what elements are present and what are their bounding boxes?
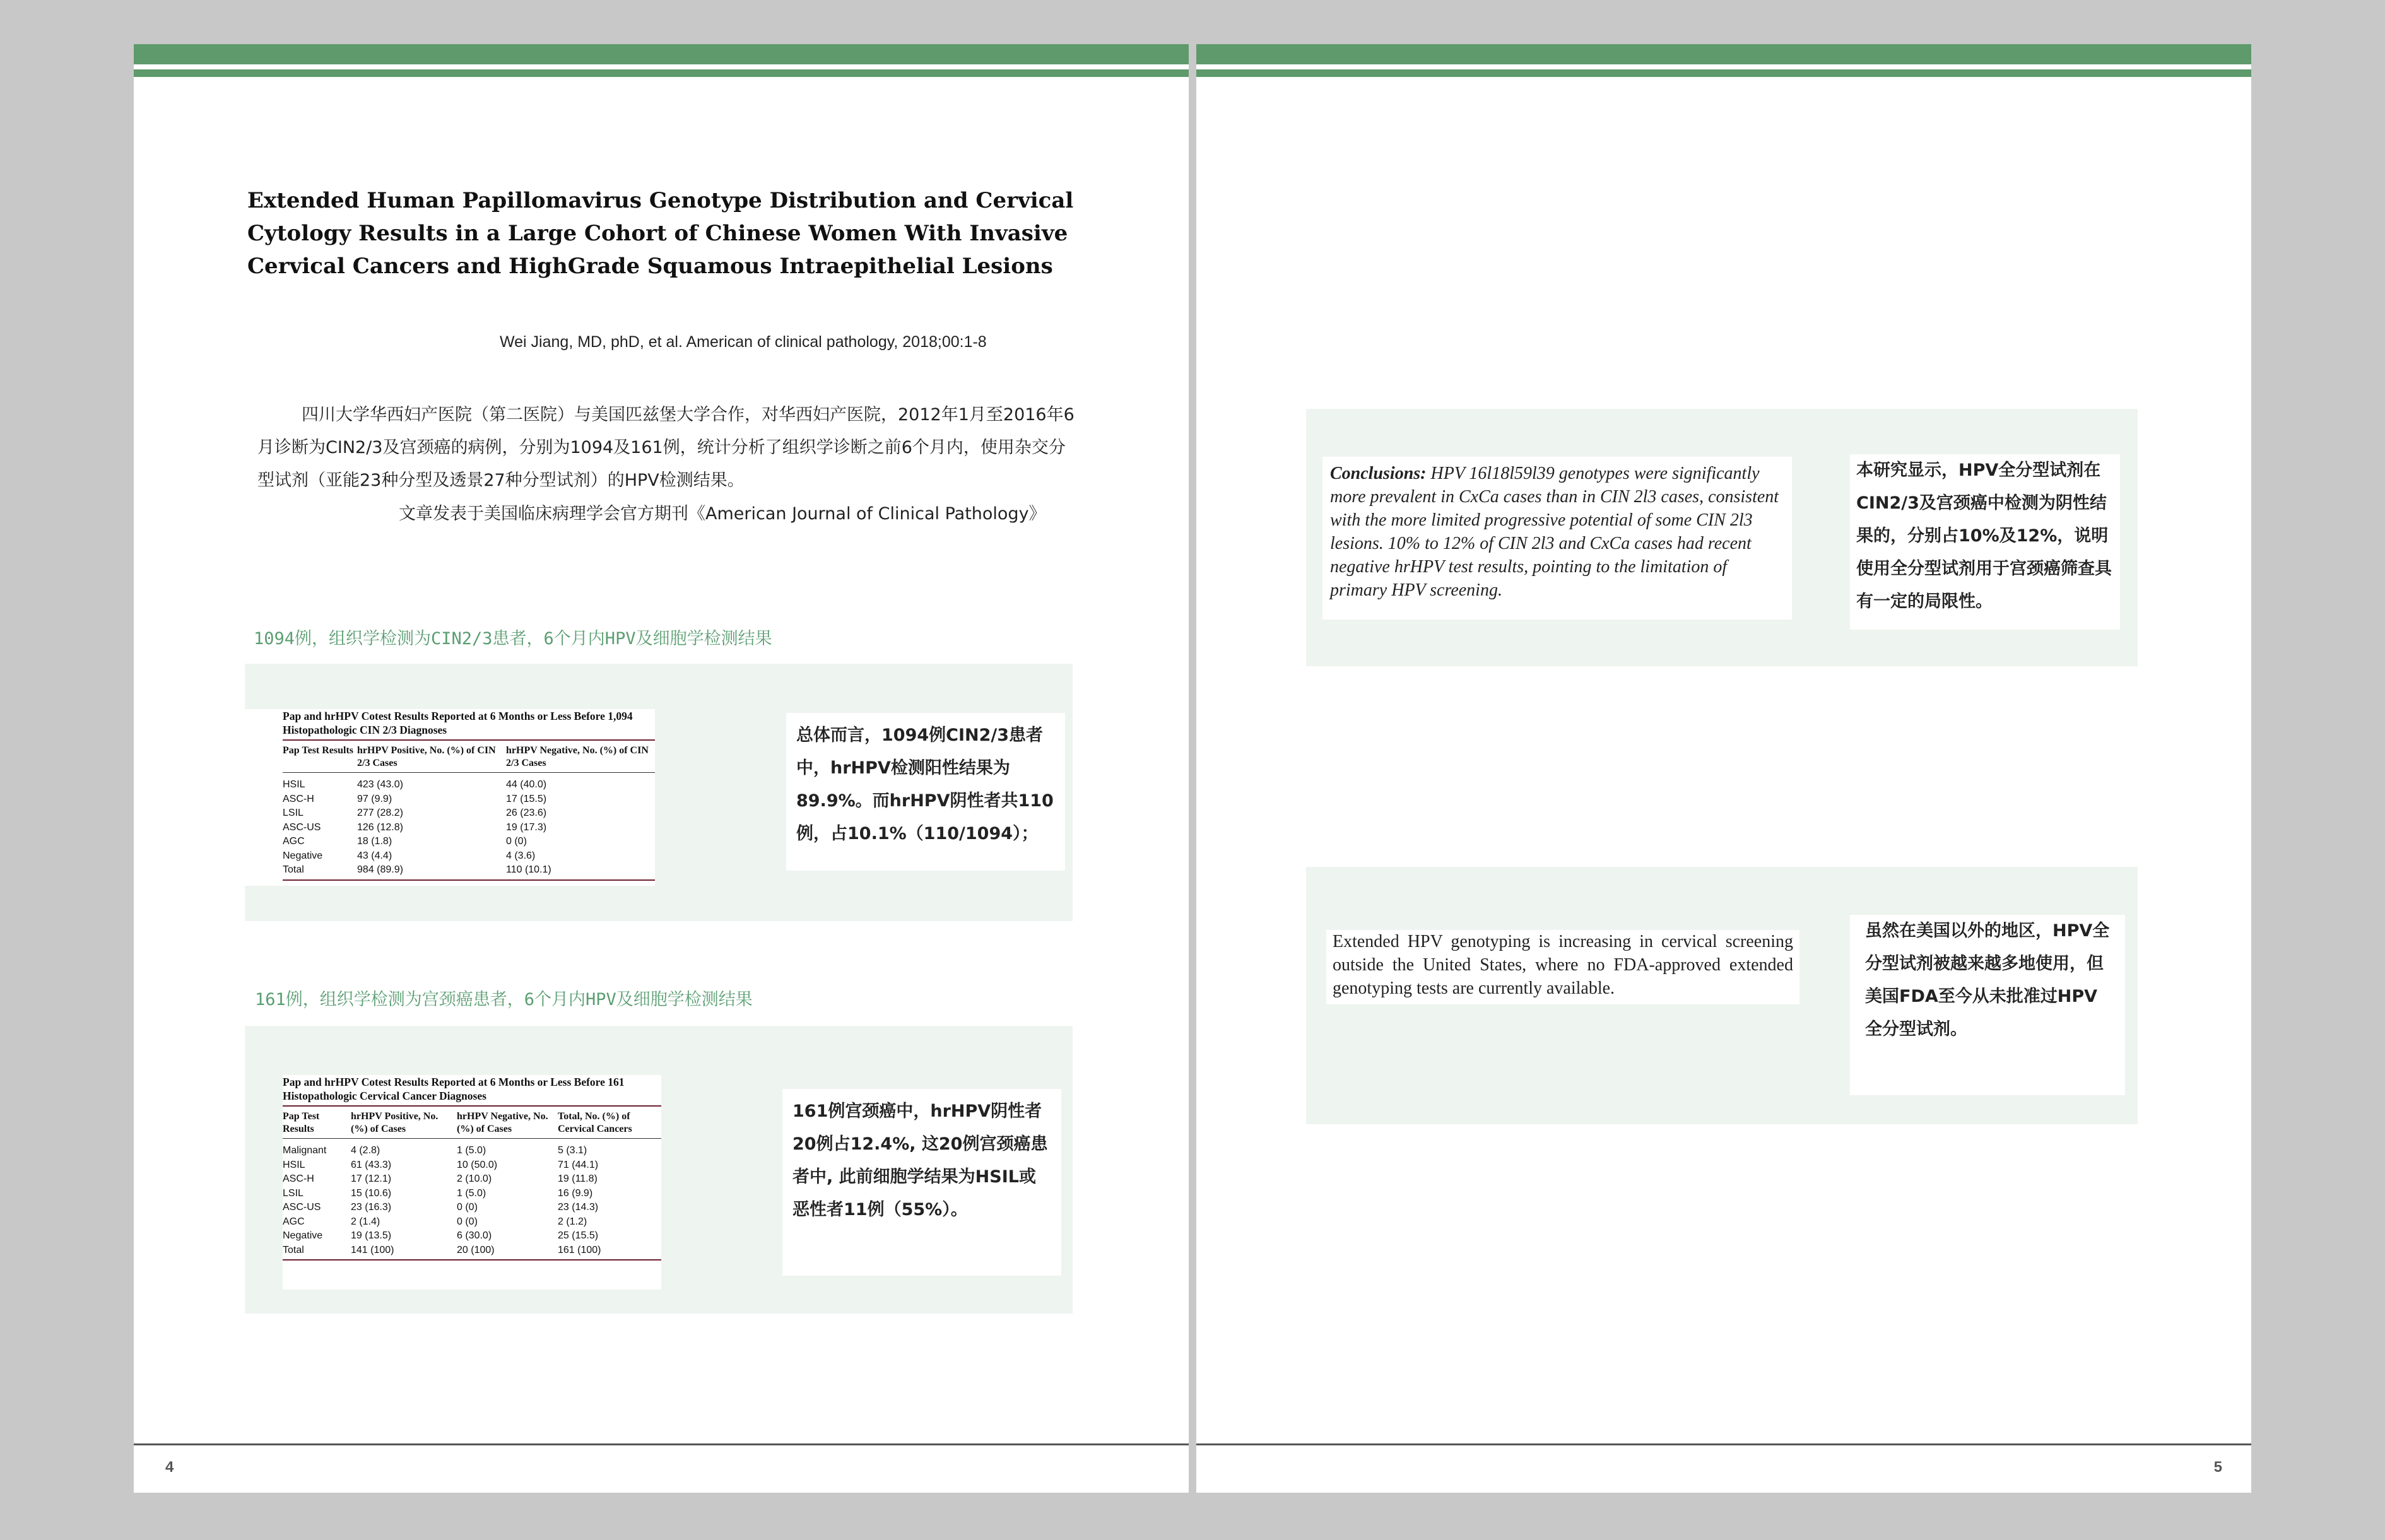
table-header-cell: Pap Test Results: [283, 741, 357, 773]
table-cin23: [245, 709, 655, 886]
table-cxca: [283, 1075, 661, 1290]
table-cell: LSIL: [283, 808, 303, 818]
conclusions-panel: [1306, 409, 2138, 666]
table-cell: 71 (44.1): [558, 1159, 599, 1170]
table-header-cell: hrHPV Negative, No. (%) of Cases: [457, 1107, 558, 1139]
table-row: [283, 1229, 661, 1243]
table-cell: 15 (10.6): [351, 1187, 392, 1199]
table-row: [283, 1139, 661, 1158]
table-cell: 19 (11.8): [558, 1173, 598, 1184]
table-row: [283, 806, 655, 821]
table-row: [283, 835, 655, 849]
section2-panel: [245, 1026, 1073, 1314]
table-row: [283, 821, 655, 835]
journal-note: 文章发表于美国临床病理学会官方期刊《American Journal of Clinical Pathology》: [399, 504, 1046, 524]
table-cell: 4 (3.6): [506, 850, 536, 861]
table-cell: 19 (17.3): [506, 821, 547, 833]
table-cell: AGC: [283, 1216, 305, 1227]
table-cell: 17 (15.5): [506, 793, 547, 804]
table-cell: 126 (12.8): [357, 821, 403, 833]
footer-rule: [1196, 1443, 2251, 1445]
table-cell: ASC-US: [283, 1202, 321, 1213]
table-cell: AGC: [283, 836, 305, 847]
table-header-cell: Pap Test Results: [283, 1107, 351, 1139]
table-cell: 277 (28.2): [357, 808, 403, 818]
left-page: [134, 44, 1189, 1493]
table-cell: 1 (5.0): [457, 1145, 486, 1156]
table-cell: 6 (30.0): [457, 1230, 492, 1241]
table-cell: HSIL: [283, 1159, 305, 1170]
table-cell: 984 (89.9): [357, 863, 506, 880]
table-cell: 2 (1.2): [558, 1216, 587, 1227]
table-row: [283, 1187, 661, 1201]
table-cell: HSIL: [283, 779, 305, 790]
table-cell: 423 (43.0): [357, 779, 403, 790]
table-header-cell: hrHPV Negative, No. (%) of CIN 2/3 Cases: [506, 741, 655, 773]
intro-paragraph: [257, 399, 1078, 497]
table-cell: 17 (12.1): [351, 1173, 392, 1184]
section1-note: 总体而言，1094例CIN2/3患者中，hrHPV检测阳性结果为89.9%。而hrHPV阴性者共110例，占10.1%（110/1094）；: [786, 713, 1065, 871]
table-header-cell: hrHPV Positive, No. (%) of CIN 2/3 Cases: [357, 741, 506, 773]
page-number: 5: [2213, 1459, 2222, 1476]
header-band: [134, 44, 1189, 64]
table-cell: LSIL: [283, 1187, 303, 1199]
genotyping-quote: Extended HPV genotyping is increasing in cervical screening outside the United States, where no FDA-approved extended genotyping tests are currently available.: [1326, 930, 1799, 1004]
table-cell: Total: [283, 1243, 351, 1261]
table-header-cell: hrHPV Positive, No. (%) of Cases: [351, 1107, 457, 1139]
table-cell: 16 (9.9): [558, 1187, 593, 1199]
table-cell: 0 (0): [457, 1216, 478, 1227]
table-cell: 161 (100): [558, 1243, 661, 1261]
table-row: [283, 792, 655, 807]
section1-panel: [245, 664, 1073, 921]
table-cell: Negative: [283, 1230, 323, 1241]
conclusions-quote: [1322, 457, 1792, 620]
genotyping-note: 虽然在美国以外的地区，HPV全分型试剂被越来越多地使用，但美国FDA至今从未批准过HPV全分型试剂。: [1850, 915, 2125, 1095]
table-cell: 61 (43.3): [351, 1159, 392, 1170]
table-cell: 43 (4.4): [357, 850, 392, 861]
table-cxca-title: Pap and hrHPV Cotest Results Reported at 6 Months or Less Before 161 Histopathologic Cervical Cancer Diagnoses: [283, 1075, 661, 1107]
table-row: [283, 1158, 661, 1173]
section2-note: 161例宫颈癌中，hrHPV阴性者20例占12.4%, 这20例宫颈癌患者中, 此前细胞学结果为HSIL或恶性者11例（55%）。: [782, 1089, 1061, 1276]
right-page: [1196, 44, 2251, 1493]
table-cell: 110 (10.1): [506, 863, 655, 880]
conclusions-text: HPV 16l18l59l39 genotypes were significantly more prevalent in CxCa cases than in CIN 2l3 cases, consistent with the more limited progressive potential of some CIN 2l3 lesions. 10% to 12% of CIN 2l3 and CxCa cases had recent negative hrHPV test results, pointing to the limitation of primary HPV screening.: [1330, 464, 1779, 600]
table-cxca-grid: [283, 1107, 661, 1261]
genotyping-panel: [1306, 867, 2138, 1124]
table-cell: ASC-H: [283, 1173, 314, 1184]
header-band-thin: [134, 69, 1189, 77]
table-cell: 2 (10.0): [457, 1173, 492, 1184]
page-number: 4: [165, 1459, 174, 1476]
table-cell: 141 (100): [351, 1243, 457, 1261]
table-cell: 0 (0): [457, 1202, 478, 1213]
table-row: [283, 1172, 661, 1187]
section2-heading: 161例，组织学检测为宫颈癌患者，6个月内HPV及细胞学检测结果: [255, 990, 753, 1009]
table-cell: ASC-H: [283, 793, 314, 804]
table-row: [283, 773, 655, 792]
table-row: [283, 863, 655, 880]
citation: Wei Jiang, MD, phD, et al. American of clinical pathology, 2018;00:1-8: [500, 333, 987, 351]
table-row: [283, 1215, 661, 1230]
table-cell: 4 (2.8): [351, 1145, 380, 1156]
table-cell: 19 (13.5): [351, 1230, 392, 1241]
table-header-cell: Total, No. (%) of Cervical Cancers: [558, 1107, 661, 1139]
table-row: [283, 849, 655, 864]
table-cell: 44 (40.0): [506, 779, 547, 790]
table-cell: ASC-US: [283, 821, 321, 833]
table-cell: 23 (16.3): [351, 1202, 392, 1213]
table-cell: Total: [283, 863, 357, 880]
article-title: Extended Human Papillomavirus Genotype Distribution and Cervical Cytology Results in a Large Cohort of Chinese Women With Invasive Cervical Cancers and HighGrade Squamous Intraepithelial Lesions: [247, 188, 1074, 279]
table-cell: Negative: [283, 850, 323, 861]
section1-heading: 1094例，组织学检测为CIN2/3患者，6个月内HPV及细胞学检测结果: [254, 629, 772, 649]
table-cin23-grid: [283, 741, 655, 881]
footer-rule: [134, 1443, 1189, 1445]
table-cell: 1 (5.0): [457, 1187, 486, 1199]
table-cell: 23 (14.3): [558, 1202, 599, 1213]
table-cell: 0 (0): [506, 836, 527, 847]
intro-text: 四川大学华西妇产医院（第二医院）与美国匹兹堡大学合作，对华西妇产医院，2012年1月至2016年6月诊断为CIN2/3及宫颈癌的病例，分别为1094及161例，统计分析了组织学诊断之前6个月内，使用杂交分型试剂（亚能23种分型及透景27种分型试剂）的HPV检测结果。: [257, 405, 1075, 490]
table-cell: 18 (1.8): [357, 836, 392, 847]
header-band: [1196, 44, 2251, 64]
table-row: [283, 1243, 661, 1261]
table-cell: 10 (50.0): [457, 1159, 498, 1170]
table-cell: 26 (23.6): [506, 808, 547, 818]
conclusions-note: 本研究显示，HPV全分型试剂在CIN2/3及宫颈癌中检测为阴性结果的，分别占10%及12%，说明使用全分型试剂用于宫颈癌筛查具有一定的局限性。: [1850, 454, 2120, 630]
table-cin23-title: Pap and hrHPV Cotest Results Reported at 6 Months or Less Before 1,094 Histopathologic CIN 2/3 Diagnoses: [283, 709, 655, 741]
table-cell: Malignant: [283, 1145, 327, 1156]
table-cell: 97 (9.9): [357, 793, 392, 804]
table-cell: 20 (100): [457, 1243, 558, 1261]
table-row: [283, 1201, 661, 1215]
table-cell: 5 (3.1): [558, 1145, 587, 1156]
conclusions-label: Conclusions:: [1330, 464, 1427, 483]
table-cell: 2 (1.4): [351, 1216, 380, 1227]
table-cell: 25 (15.5): [558, 1230, 599, 1241]
header-band-thin: [1196, 69, 2251, 77]
